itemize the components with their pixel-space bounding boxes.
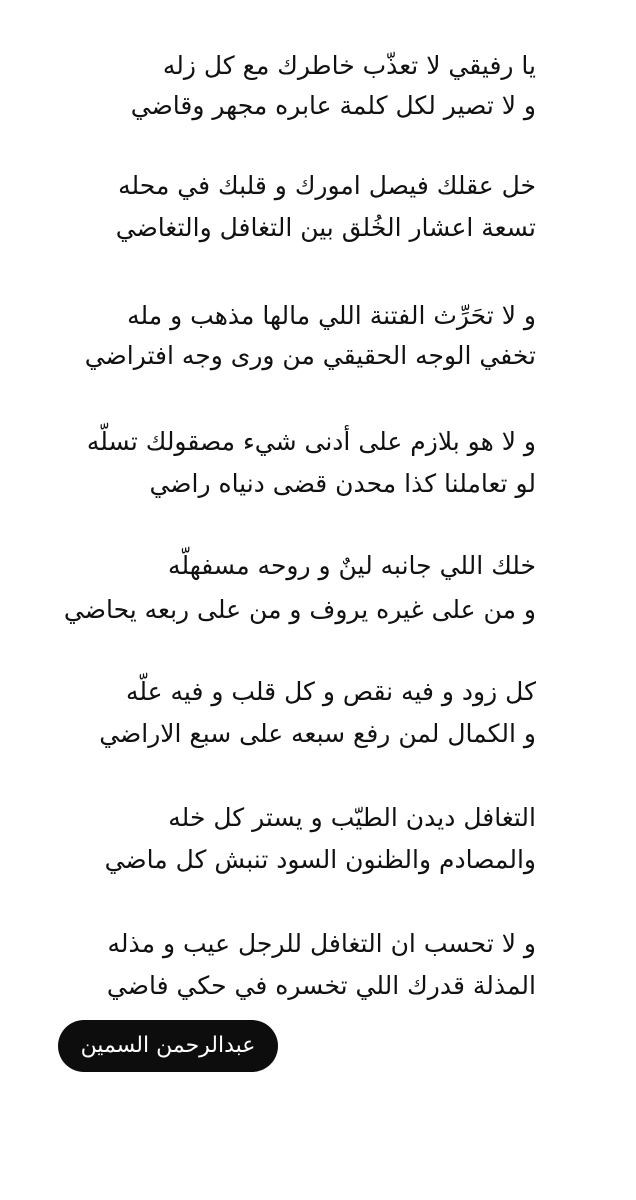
poem-line: التغافل ديدن الطيّب و يستر كل خله	[168, 803, 536, 832]
poem-line: كل زود و فيه نقص و كل قلب و فيه علّه	[125, 677, 536, 706]
author-signature-badge: عبدالرحمن السمين	[58, 1020, 278, 1072]
poem-line: و لا تحَرِّث الفتنة اللي مالها مذهب و مله	[127, 301, 536, 330]
poem-line: يا رفيقي لا تعذّب خاطرك مع كل زله	[162, 51, 536, 80]
poem-line: تخفي الوجه الحقيقي من ورى وجه افتراضي	[84, 341, 536, 370]
poem-line: لو تعاملنا كذا محدن قضى دنياه راضي	[149, 469, 536, 498]
poem-line: تسعة اعشار الخُلق بين التغافل والتغاضي	[115, 213, 536, 242]
poem-line: المذلة قدرك اللي تخسره في حكي فاضي	[106, 971, 536, 1000]
poem-line: و لا هو بلازم على أدنى شيء مصقولك تسلّه	[86, 427, 536, 456]
poem-line: و الكمال لمن رفع سبعه على سبع الاراضي	[99, 719, 536, 748]
poem-line: خل عقلك فيصل امورك و قلبك في محله	[118, 171, 536, 200]
poem-line: والمصادم والظنون السود تنبش كل ماضي	[104, 845, 536, 874]
poem-line: و لا تصير لكل كلمة عابره مجهر وقاضي	[130, 91, 536, 120]
poem-line: خلك اللي جانبه لينٌ و روحه مسفهلّه	[168, 551, 536, 580]
poem-line: و لا تحسب ان التغافل للرجل عيب و مذله	[107, 929, 536, 958]
poem-line: و من على غيره يروف و من على ربعه يحاضي	[63, 595, 536, 624]
